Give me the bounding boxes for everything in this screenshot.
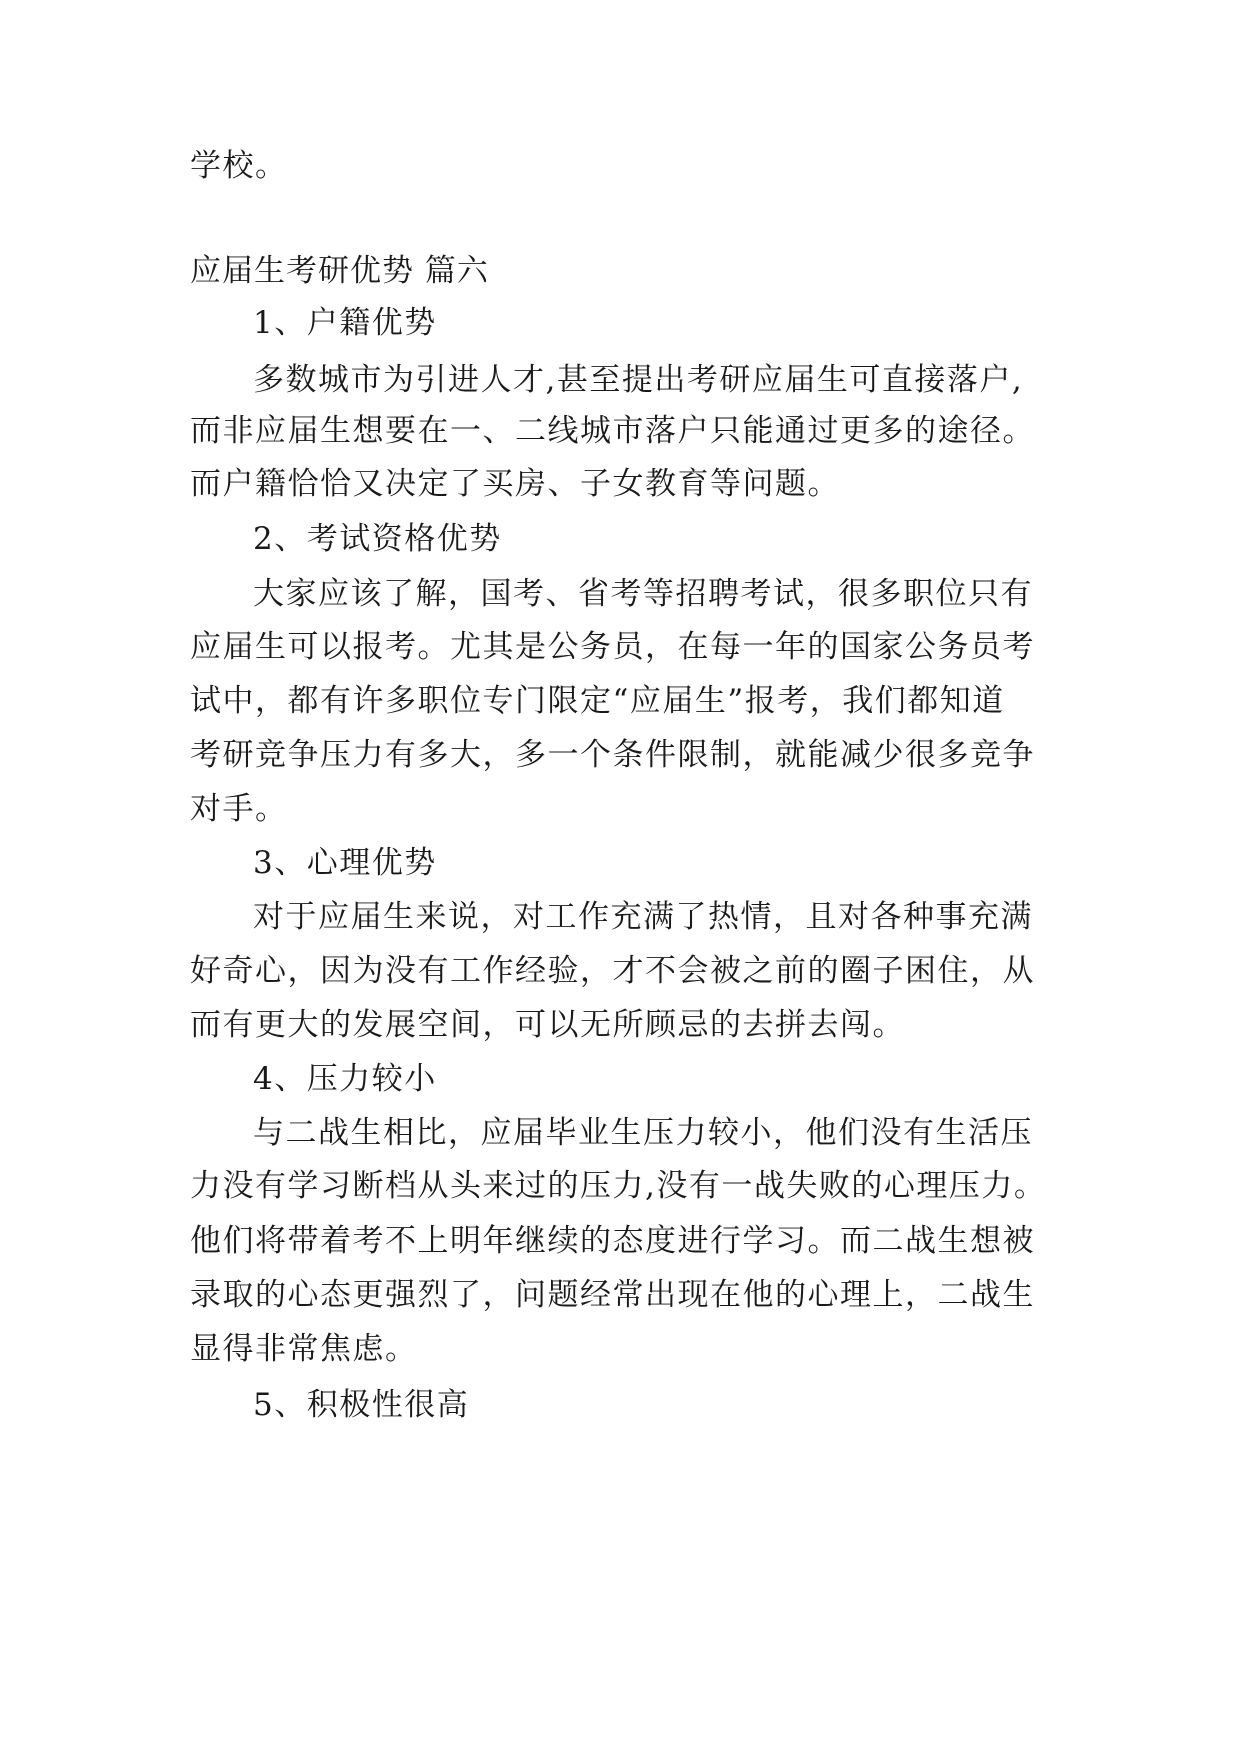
section-heading: 3、心理优势 xyxy=(253,845,437,881)
paragraph-line: 试中，都有许多职位专门限定“应届生”报考，我们都知道 xyxy=(190,683,1005,719)
paragraph-line: 对手。 xyxy=(190,791,288,827)
paragraph-line: 录取的心态更强烈了，问题经常出现在他的心理上，二战生 xyxy=(190,1277,1035,1313)
paragraph-line: 应届生可以报考。尤其是公务员，在每一年的国家公务员考 xyxy=(190,629,1035,665)
paragraph-line: 多数城市为引进人才,甚至提出考研应届生可直接落户, xyxy=(253,362,1024,398)
paragraph-line: 显得非常焦虑。 xyxy=(190,1331,418,1367)
paragraph-line: 大家应该了解，国考、省考等招聘考试，很多职位只有 xyxy=(253,576,1033,612)
section-title: 应届生考研优势 篇六 xyxy=(190,253,489,289)
paragraph-line: 与二战生相比，应届毕业生压力较小，他们没有生活压 xyxy=(253,1115,1033,1151)
paragraph-line: 而户籍恰恰又决定了买房、子女教育等问题。 xyxy=(190,466,840,502)
paragraph-line: 学校。 xyxy=(190,148,288,184)
section-heading: 4、压力较小 xyxy=(253,1061,437,1097)
section-heading: 5、积极性很高 xyxy=(253,1387,470,1423)
paragraph-line: 力没有学习断档从头来过的压力,没有一战失败的心理压力。 xyxy=(190,1168,1047,1204)
paragraph-line: 而有更大的发展空间，可以无所顾忌的去拼去闯。 xyxy=(190,1007,905,1043)
paragraph-line: 对于应届生来说，对工作充满了热情，且对各种事充满 xyxy=(253,899,1033,935)
paragraph-line: 考研竞争压力有多大，多一个条件限制，就能减少很多竞争 xyxy=(190,737,1035,773)
section-heading: 1、户籍优势 xyxy=(253,305,437,341)
paragraph-line: 而非应届生想要在一、二线城市落户只能通过更多的途径。 xyxy=(190,413,1035,449)
paragraph-line: 好奇心，因为没有工作经验，才不会被之前的圈子困住，从 xyxy=(190,953,1035,989)
section-heading: 2、考试资格优势 xyxy=(253,521,502,557)
paragraph-line: 他们将带着考不上明年继续的态度进行学习。而二战生想被 xyxy=(190,1223,1035,1259)
